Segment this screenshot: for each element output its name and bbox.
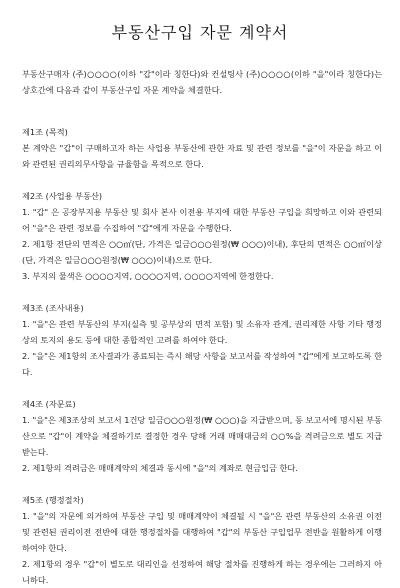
article-1 [22, 124, 382, 172]
article-paragraph: 1. "을"의 자문에 의거하여 부동산 구입 및 매매계약이 체결될 시 "을"은 관련 부동산의 소유권 이전 및 관련된 권리이전 전반에 대한 행정절차를 대행하여 "갑"의 부동산 구입업무 전반을 원활하게 이행하여야 한다. [22, 511, 382, 553]
article-paragraph: 2. 제1항 전단의 면적은 ○○㎡(단, 가격은 일금○○○원정(₩ ○○○)이내), 후단의 면적은 ○○㎡이상(단, 가격은 일금○○○원정(₩ ○○○)이내)으로 한다. [22, 239, 382, 265]
article-paragraph: 2. 제1항의 경우 "갑"이 별도로 대리인을 선정하여 해당 절차를 진행하게 하는 경우에는 그러하지 아니하다. [22, 559, 382, 585]
article-paragraph: 1. "을"은 제3조상의 보고서 1건당 일금○○○원정(₩ ○○○)을 지급받으며, 동 보고서에 명시된 부동산으로 "갑"이 계약을 체결하기로 결정한 경우 당해 거래 매매대금의 ○○%을 격려금으로 별도 지급받는다. [22, 415, 382, 457]
article-paragraph: 1. "갑" 은 공장부지용 부동산 및 회사 본사 이전용 부지에 대한 부동산 구입을 희망하고 이와 관련되어 "을"은 관련 정보를 수집하여 "갑"에게 자문을 수행한다. [22, 207, 382, 233]
article-heading: 제2조 (사업용 부동산) [22, 191, 103, 201]
article-heading: 제4조 (자문료) [22, 399, 76, 409]
document-title: 부동산구입 자문 계약서 [111, 23, 289, 42]
article-heading: 제3조 (조사내용) [22, 303, 84, 313]
article-4 [22, 396, 382, 476]
article-2 [22, 188, 382, 284]
article-paragraph: 2. 제1항의 격려금은 매매계약의 체결과 동시에 "을"의 계좌로 현금입금 한다. [22, 463, 298, 473]
intro-paragraph: 부동산구매자 (주)○○○○(이하 "갑"이라 칭한다)와 컨설팅사 (주)○○○○(이하 "을"이라 칭한다)는 상호간에 다음과 같이 부동산구입 자문 계약을 체결한다. [22, 69, 382, 95]
article-paragraph: 본 계약은 "갑"이 구매하고자 하는 사업용 부동산에 관한 자료 및 관련 정보를 "을"이 자문을 하고 이와 관련된 권리의무사항을 규율함을 목적으로 한다. [22, 143, 382, 169]
article-3 [22, 300, 382, 380]
article-paragraph: 1. "을"은 관련 부동산의 부지(실측 및 공부상의 면적 포함) 및 소유자 관계, 권리제한 사항 기타 행정상의 토지의 용도 등에 대한 종합적인 고려를 하여야 한다. [22, 319, 382, 345]
article-heading: 제1조 (목적) [22, 127, 68, 137]
article-5 [22, 492, 382, 588]
article-paragraph: 3. 부지의 물색은 ○○○○지역, ○○○○지역, ○○○○지역에 한정한다. [22, 271, 274, 281]
document-body [22, 66, 382, 588]
article-paragraph: 2. "을"은 제1항의 조사결과가 종료되는 즉시 해당 사항을 보고서를 작성하여 "갑"에게 보고하도록 한다. [22, 351, 382, 377]
article-heading: 제5조 (행정절차) [22, 495, 84, 505]
